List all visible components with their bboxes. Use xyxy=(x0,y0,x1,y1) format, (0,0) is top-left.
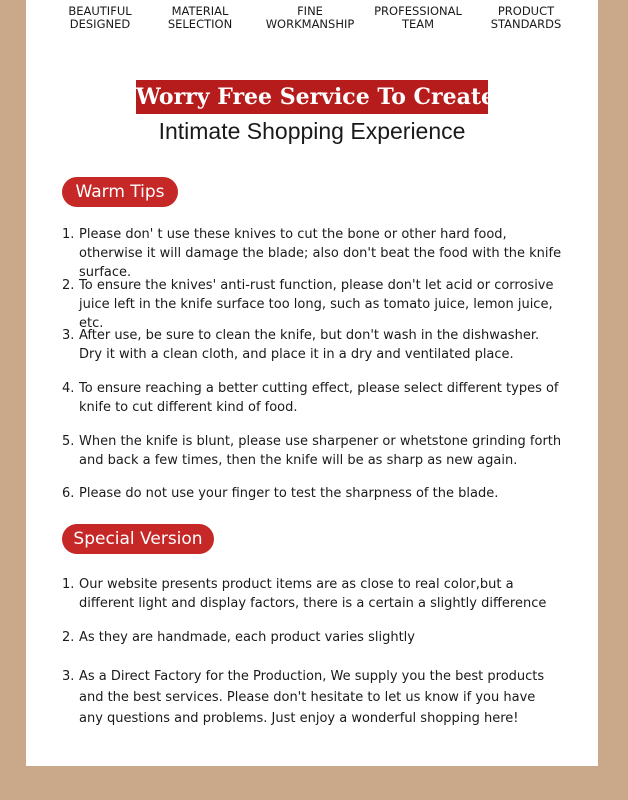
special-version-heading: Special Version xyxy=(62,524,214,554)
tip-text: After use, be sure to clean the knife, but don't wash in the dishwasher. Dry it with a clean cloth, and place it in a dry and ventilated place. xyxy=(79,328,540,362)
warm-tip-item xyxy=(62,326,562,364)
warm-tip-item xyxy=(62,379,562,417)
tip-number: 2. xyxy=(62,278,75,293)
feature-strip xyxy=(26,5,598,35)
tip-number: 5. xyxy=(62,434,75,449)
tip-text: To ensure the knives' anti-rust function, please don't let acid or corrosive juice left in the knife surface too long, such as tomato juice, lemon juice, etc. xyxy=(79,278,554,331)
warm-tip-item xyxy=(62,484,562,503)
warm-tip-item xyxy=(62,225,562,282)
warm-tip-item xyxy=(62,276,562,333)
feature-beautiful-designed: BEAUTIFUL DESIGNED xyxy=(68,4,132,31)
tip-text: Please do not use your finger to test the sharpness of the blade. xyxy=(79,486,499,501)
hero-title: Worry Free Service To Create xyxy=(136,80,488,114)
item-text: As a Direct Factory for the Production, We supply you the best products and the best services. Please don't hesitate to let us know if you have any questions and problems. Just enjoy a wonderful shopping here! xyxy=(79,669,545,726)
tip-text: When the knife is blunt, please use sharpener or whetstone grinding forth and back a few times, then the knife will be as sharp as new again. xyxy=(79,434,562,468)
item-text: As they are handmade, each product varies slightly xyxy=(79,630,415,645)
content-card xyxy=(26,0,598,766)
hero-subtitle: Intimate Shopping Experience xyxy=(158,118,466,144)
warm-tip-item xyxy=(62,432,562,470)
tip-text: Please don' t use these knives to cut the bone or other hard food, otherwise it will damage the blade; also don't beat the food with the knife surface. xyxy=(79,227,562,280)
tip-number: 6. xyxy=(62,486,75,501)
tip-number: 4. xyxy=(62,381,75,396)
special-version-item xyxy=(62,666,562,729)
tip-number: 3. xyxy=(62,328,75,343)
feature-product-standards: PRODUCT STANDARDS xyxy=(490,4,562,31)
item-text: Our website presents product items are as close to real color,but a different light and display factors, there is a certain a slightly difference xyxy=(79,577,547,611)
tip-number: 1. xyxy=(62,227,75,242)
item-number: 3. xyxy=(62,669,75,684)
item-number: 2. xyxy=(62,630,75,645)
special-version-item xyxy=(62,575,562,613)
tip-text: To ensure reaching a better cutting effect, please select different types of knife to cut different kind of food. xyxy=(79,381,559,415)
feature-professional-team: PROFESSIONAL TEAM xyxy=(374,4,462,31)
warm-tips-heading: Warm Tips xyxy=(62,177,178,207)
feature-material-selection: MATERIAL SELECTION xyxy=(167,4,233,31)
item-number: 1. xyxy=(62,577,75,592)
feature-fine-workmanship: FINE WORKMANSHIP xyxy=(265,4,355,31)
special-version-item xyxy=(62,628,562,647)
